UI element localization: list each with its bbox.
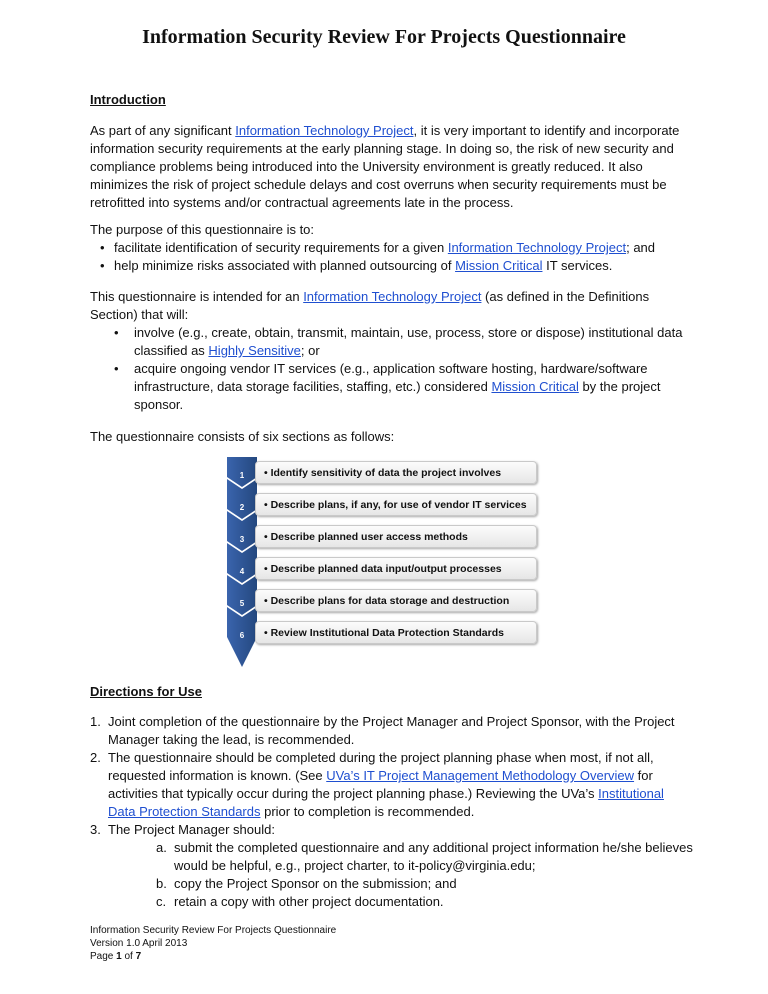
criteria-bullet-2 xyxy=(114,360,694,414)
step-label-6: • Review Institutional Data Protection Standards xyxy=(255,621,537,644)
text: Section) that will: xyxy=(90,307,189,322)
text: Manager taking the lead, is recommended. xyxy=(108,732,355,747)
list-number: 2. xyxy=(90,750,101,765)
text: ; and xyxy=(626,240,656,255)
bullet-icon: • xyxy=(100,258,105,273)
data-protection-standards-link[interactable]: Data Protection Standards xyxy=(108,804,261,819)
step-label-5: • Describe plans for data storage and destruction xyxy=(255,589,537,612)
text: requested information is known. (See xyxy=(108,768,327,783)
text: activities that typically occur during the project planning phase.) Reviewing the UVa’s xyxy=(108,786,599,801)
text: retain a copy with other project documentation. xyxy=(174,894,444,909)
text: IT services. xyxy=(542,258,613,273)
step-label-1: • Identify sensitivity of data the project involves xyxy=(255,461,537,484)
text: As part of any significant xyxy=(90,123,236,138)
directions-heading: Directions for Use xyxy=(90,684,202,699)
bullet-icon: • xyxy=(114,325,119,340)
it-project-link[interactable]: Information Technology Project xyxy=(303,289,482,304)
mission-critical-link[interactable]: Mission Critical xyxy=(491,379,579,394)
text: The questionnaire should be completed during the project planning phase when most, if not all, xyxy=(108,750,654,765)
text: copy the Project Sponsor on the submission; and xyxy=(174,876,457,891)
text: submit the completed questionnaire and any additional project information he/she believes xyxy=(174,840,693,855)
page-title: Information Security Review For Projects Questionnaire xyxy=(142,26,626,48)
direction-subitem-b xyxy=(156,875,696,893)
data-protection-standards-link[interactable]: Institutional xyxy=(598,786,664,801)
list-letter: b. xyxy=(156,876,167,891)
text: help minimize risks associated with planned outsourcing of xyxy=(114,258,456,273)
list-letter: c. xyxy=(156,894,167,909)
text: Joint completion of the questionnaire by the Project Manager and Project Sponsor, with the Project xyxy=(108,714,675,729)
sections-intro: The questionnaire consists of six sections as follows: xyxy=(90,429,395,444)
purpose-text: The purpose of this questionnaire is to: xyxy=(90,222,315,237)
total-pages: 7 xyxy=(135,951,142,962)
sections-process-diagram xyxy=(225,457,545,669)
text: ; or xyxy=(300,343,320,358)
purpose-bullet-2 xyxy=(100,257,612,275)
list-number: 3. xyxy=(90,822,101,837)
footer-title: Information Security Review For Projects Questionnaire xyxy=(90,925,337,936)
text: infrastructure, data storage facilities, staffing, etc.) considered xyxy=(134,379,492,394)
criteria-bullet-1 xyxy=(114,324,694,360)
step-number-1: 1 xyxy=(239,471,245,480)
direction-item-2 xyxy=(90,749,690,821)
text: retrofitted into systems and/or contractual agreements late in the process. xyxy=(90,195,514,210)
it-project-link[interactable]: Information Technology Project xyxy=(447,240,627,255)
direction-subitem-c xyxy=(156,893,696,911)
step-number-6: 6 xyxy=(239,631,245,640)
bullet-icon: • xyxy=(100,240,105,255)
page-footer xyxy=(90,924,336,963)
current-page: 1 xyxy=(116,951,122,962)
purpose-bullet-1 xyxy=(100,239,655,257)
text: involve (e.g., create, obtain, transmit, maintain, use, process, store or dispose) institutional data xyxy=(134,325,683,340)
step-label-2: • Describe plans, if any, for use of vendor IT services xyxy=(255,493,537,516)
direction-item-3 xyxy=(90,821,690,839)
text: would be helpful, e.g., project charter, to it-policy@virginia.edu; xyxy=(174,858,536,873)
it-project-link[interactable]: Information Technology Project xyxy=(235,123,414,138)
text: by the project xyxy=(578,379,661,394)
direction-item-1 xyxy=(90,713,690,749)
mission-critical-link[interactable]: Mission Critical xyxy=(455,258,543,273)
text: (as defined in the Definitions xyxy=(481,289,650,304)
text: for xyxy=(634,768,653,783)
text: Page xyxy=(90,951,117,962)
text: of xyxy=(121,951,136,962)
introduction-heading: Introduction xyxy=(90,92,166,107)
step-number-5: 5 xyxy=(239,599,245,608)
step-label-3: • Describe planned user access methods xyxy=(255,525,537,548)
text: compliance problems being introduced into the University environment is greatly reduced. It also xyxy=(90,159,643,174)
text: The Project Manager should: xyxy=(108,822,275,837)
step-number-4: 4 xyxy=(239,567,245,576)
text: , it is very important to identify and incorporate xyxy=(413,123,680,138)
list-number: 1. xyxy=(90,714,101,729)
footer-page-number xyxy=(90,950,336,963)
text: facilitate identification of security requirements for a given xyxy=(114,240,448,255)
footer-version: Version 1.0 April 2013 xyxy=(90,938,188,949)
text: acquire ongoing vendor IT services (e.g., application software hosting, hardware/software xyxy=(134,361,648,376)
intended-paragraph xyxy=(90,288,690,324)
text: minimizes the risk of project schedule delays and cost overruns when security requirements must be xyxy=(90,177,667,192)
step-label-4: • Describe planned data input/output processes xyxy=(255,557,537,580)
text: This questionnaire is intended for an xyxy=(90,289,304,304)
text: information security requirements at the early planning stage. In doing so, the risk of new security and xyxy=(90,141,674,156)
step-number-2: 2 xyxy=(239,503,245,512)
pm-methodology-link[interactable]: UVa’s IT Project Management Methodology Overview xyxy=(326,768,635,783)
direction-subitem-a xyxy=(156,839,696,875)
bullet-icon: • xyxy=(114,361,119,376)
text: classified as xyxy=(134,343,209,358)
highly-sensitive-link[interactable]: Highly Sensitive xyxy=(208,343,301,358)
list-letter: a. xyxy=(156,840,167,855)
intro-paragraph xyxy=(90,122,690,212)
step-number-3: 3 xyxy=(239,535,245,544)
text: prior to completion is recommended. xyxy=(260,804,475,819)
text: sponsor. xyxy=(134,397,184,412)
